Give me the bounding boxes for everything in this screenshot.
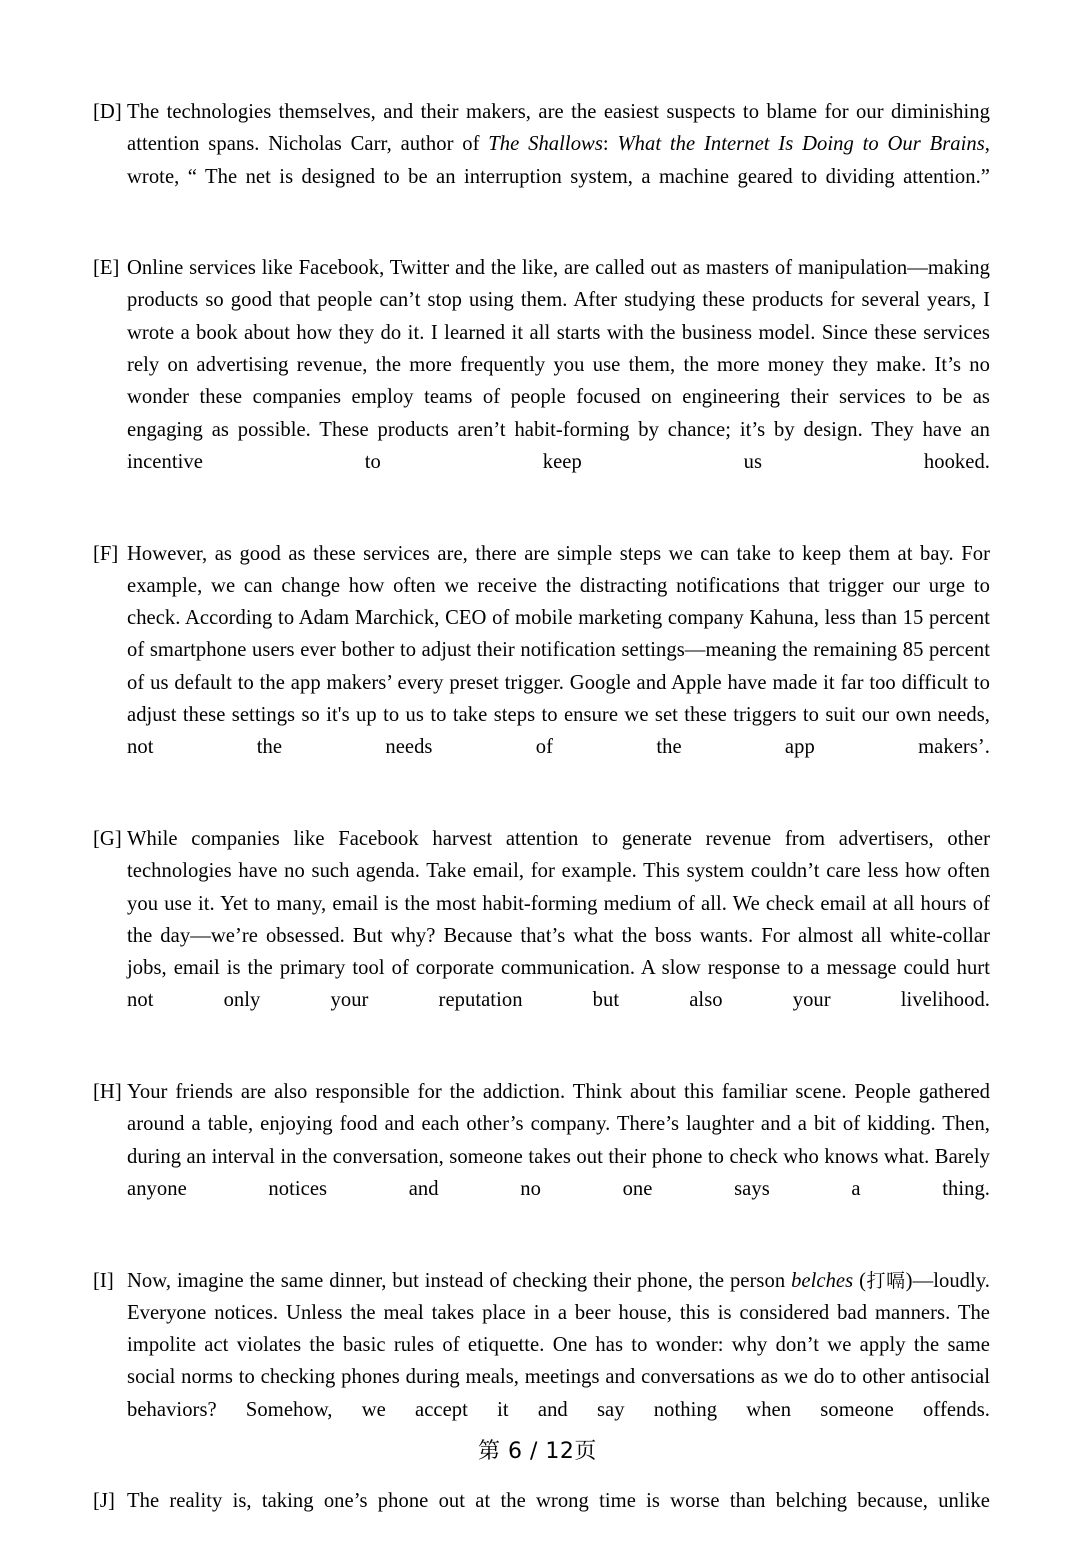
text-run: : (602, 133, 618, 156)
text-run: However, as good as these services are, there are simple steps we can take to keep them at bay. For example, we can change how often we receive the distracting notifications that trigger our urge to check. According to Adam Marchick, CEO of mobile marketing company Kahuna, less than 15 percent of smartphone users ever bother to adjust their notification settings—meaning the remaining 85 percent of us default to the app makers’ every preset trigger. Google and Apple have made it far too difficult to adjust these settings so it's up to us to take steps to ensure we set these triggers to suit our own needs, not the needs of the app makers’. (127, 542, 990, 759)
paragraph-G (93, 823, 990, 1049)
italic-run: The Shallows (488, 133, 603, 156)
paragraph-H (93, 1076, 990, 1237)
paragraph-body-H (127, 1076, 990, 1237)
paragraph-label-I: [I] (93, 1269, 114, 1292)
text-run: ( (853, 1269, 867, 1292)
text-run: The reality is, taking one’s phone out at the wrong time is worse than belching because, unlike (127, 1490, 990, 1513)
paragraph-label-G: [G] (93, 827, 122, 850)
italic-run: belches (791, 1269, 854, 1292)
paragraph-I (93, 1265, 990, 1459)
paragraph-body-I (127, 1265, 990, 1459)
text-run: Online services like Facebook, Twitter and the like, are called out as masters of manipulation—making products so good that people can’t stop using them. After studying these products for several years, I wrote a book about how they do it. I learned it all starts with the business model. Since these services rely on advertising revenue, the more frequently you use them, the more money they make. It’s no wonder these companies employ teams of people focused on engineering their services to be as engaging as possible. These products aren’t habit-forming by chance; it’s by design. They have an incentive to keep us hooked. (127, 257, 990, 473)
text-run: While companies like Facebook harvest attention to generate revenue from advertisers, other technologies have no such agenda. Take email, for example. This system couldn’t care less how often you use it. Yet to many, email is the most habit-forming medium of all. We check email at all hours of the day—we’re obsessed. But why? Because that’s what the boss wants. For almost all white-collar jobs, email is the primary tool of corporate communication. A slow response to a message could hurt not only your reputation but also your livelihood. (127, 827, 990, 1012)
paragraph-D (93, 96, 990, 225)
text-run: Your friends are also responsible for the addiction. Think about this familiar scene. People gathered around a table, enjoying food and each other’s company. There’s laughter and a bit of kidding. Then, during an interval in the conversation, someone takes out their phone to check who knows what. Barely anyone notices and no one says a thing. (127, 1081, 990, 1200)
paragraph-label-J: [J] (93, 1490, 115, 1513)
paragraph-E (93, 252, 990, 510)
text-run: )—loudly. Everyone notices. Unless the meal takes place in a beer house, this is considered bad manners. The impolite act violates the basic rules of etiquette. One has to wonder: why don’t we apply the same social norms to checking phones during meals, meetings and conversations as we do to other antisocial behaviors? Somehow, we accept it and say nothing when someone offends. (127, 1269, 990, 1421)
cjk-gloss: 打嗝 (866, 1269, 906, 1292)
paragraph-body-E (127, 252, 990, 510)
paragraph-F (93, 538, 990, 796)
paragraph-label-H: [H] (93, 1081, 122, 1104)
paragraph-label-E: [E] (93, 257, 120, 280)
paragraph-label-F: [F] (93, 542, 119, 565)
paragraph-body-D (127, 96, 990, 225)
text-run: , wrote, “ The net is designed to be an interruption system, a machine geared to dividing attention.” (127, 133, 990, 188)
text-run: The technologies themselves, and their makers, are the easiest suspects to blame for our diminishing attention spans. Nicholas Carr, author of (127, 101, 990, 156)
paragraph-label-D: [D] (93, 101, 122, 123)
reading-passage (93, 96, 990, 1550)
paragraph-body-G (127, 823, 990, 1049)
paragraph-body-F (127, 538, 990, 796)
text-run: Now, imagine the same dinner, but instead of checking their phone, the person (127, 1269, 792, 1292)
italic-run: What the Internet Is Doing to Our Brains (617, 133, 985, 156)
page-number-footer: 第 6 / 12页 (478, 1439, 597, 1464)
